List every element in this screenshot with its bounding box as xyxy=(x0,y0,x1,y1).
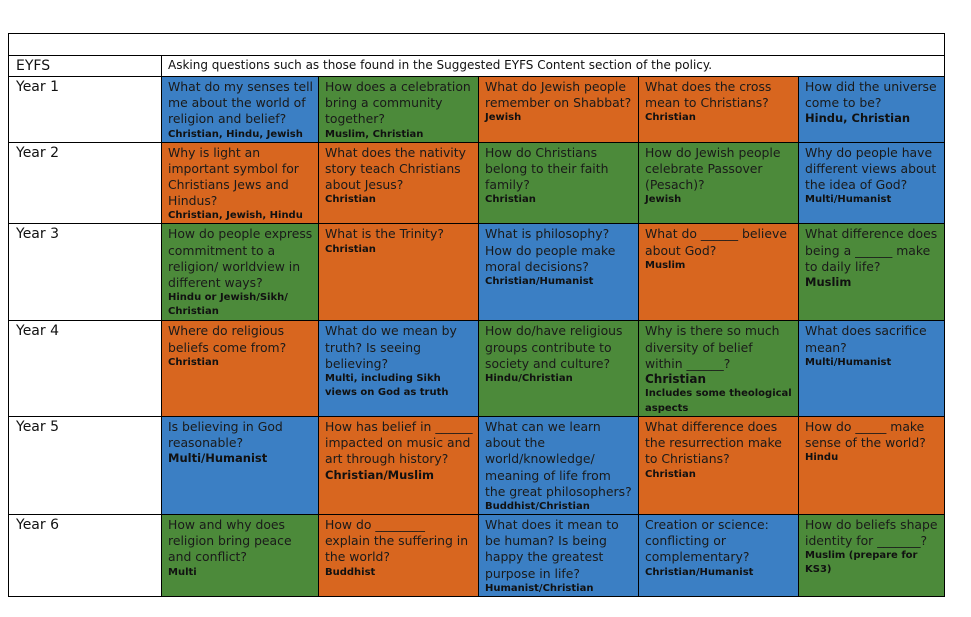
unit-religions: Multi/Humanist xyxy=(805,194,892,206)
year-row xyxy=(9,224,945,321)
unit-question: How did the universe come to be? xyxy=(805,79,937,111)
unit-religions: Multi xyxy=(168,566,197,578)
unit-question: Why is light an important symbol for Christians Jews and Hindus? xyxy=(168,144,299,209)
unit-religions: Christian xyxy=(645,112,696,124)
unit-cell xyxy=(799,417,945,515)
year-label: Year 1 xyxy=(9,77,162,143)
unit-cell xyxy=(639,224,799,321)
unit-question: What is philosophy? How do people make moral decisions? xyxy=(485,226,616,274)
unit-cell xyxy=(479,417,639,515)
unit-question: How do beliefs shape identity for _______? xyxy=(805,517,938,549)
unit-cell xyxy=(639,515,799,597)
unit-question: What is the Trinity? xyxy=(325,226,444,242)
unit-cell xyxy=(639,321,799,417)
unit-religions: Muslim xyxy=(645,259,686,271)
unit-cell xyxy=(479,321,639,417)
year-row xyxy=(9,142,945,224)
eyfs-label: EYFS xyxy=(9,56,162,77)
unit-question: How do _____ make sense of the world? xyxy=(805,419,926,451)
unit-religions: Buddhist/Christian xyxy=(485,501,590,513)
unit-cell xyxy=(162,321,319,417)
unit-cell xyxy=(162,77,319,143)
unit-question: How do Jewish people celebrate Passover (Pesach)? xyxy=(645,144,781,193)
unit-cell xyxy=(319,77,479,143)
unit-cell xyxy=(319,321,479,417)
unit-religions: Christian xyxy=(645,372,707,387)
unit-cell xyxy=(799,77,945,143)
year-row xyxy=(9,77,945,143)
unit-question: What does sacrifice mean? xyxy=(805,323,927,355)
unit-note: Includes some theological aspects xyxy=(645,388,792,415)
unit-cell xyxy=(479,142,639,224)
unit-cell xyxy=(319,515,479,597)
curriculum-table xyxy=(8,33,945,597)
unit-question: What does the nativity story teach Christians about Jesus? xyxy=(325,144,466,193)
unit-cell xyxy=(799,321,945,417)
unit-religions: Christian, Jewish, Hindu xyxy=(168,210,303,222)
unit-religions: Christian, Hindu, Jewish xyxy=(168,128,303,140)
unit-cell xyxy=(162,417,319,515)
unit-cell xyxy=(799,224,945,321)
unit-religions: Christian/Muslim xyxy=(325,467,435,482)
unit-question: What does the cross mean to Christians? xyxy=(645,79,772,111)
unit-question: Why is there so much diversity of belief within ______? xyxy=(645,323,780,371)
year-label: Year 2 xyxy=(9,142,162,224)
blank-header-cell xyxy=(9,34,945,56)
unit-religions: Christian/Humanist xyxy=(485,276,594,288)
unit-question: What difference does the resurrection make to Christians? xyxy=(645,419,782,467)
unit-religions: Christian/Humanist xyxy=(645,566,754,578)
unit-question: What do ______ believe about God? xyxy=(645,226,787,258)
unit-question: How do people express commitment to a religion/ worldview in different ways? xyxy=(168,226,313,291)
unit-religions: Muslim xyxy=(805,275,852,290)
year-label: Year 4 xyxy=(9,321,162,417)
eyfs-row xyxy=(9,56,945,77)
unit-cell xyxy=(319,224,479,321)
unit-religions: Hindu xyxy=(805,452,839,464)
unit-question: Why do people have different views about the idea of God? xyxy=(805,144,937,193)
unit-question: How do Christians belong to their faith family? xyxy=(485,144,609,193)
unit-cell xyxy=(639,417,799,515)
unit-question: What do my senses tell me about the world of religion and belief? xyxy=(168,79,313,127)
unit-question: Is believing in God reasonable? xyxy=(168,419,283,451)
unit-religions: Jewish xyxy=(645,194,682,206)
unit-question: What do we mean by truth? Is seeing believing? xyxy=(325,323,457,371)
unit-religions: Jewish xyxy=(485,112,522,124)
unit-cell xyxy=(479,515,639,597)
eyfs-description: Asking questions such as those found in the Suggested EYFS Content section of the policy. xyxy=(162,56,945,77)
unit-cell xyxy=(479,77,639,143)
unit-religions: Christian xyxy=(325,243,376,255)
unit-question: How and why does religion bring peace and conflict? xyxy=(168,517,292,565)
unit-cell xyxy=(479,224,639,321)
unit-cell xyxy=(162,224,319,321)
unit-cell xyxy=(639,77,799,143)
header-blank-row xyxy=(9,34,945,56)
unit-religions: Christian xyxy=(645,468,696,480)
unit-religions: Christian xyxy=(168,356,219,368)
unit-religions: Multi/Humanist xyxy=(805,356,892,368)
unit-cell xyxy=(799,515,945,597)
unit-question: How has belief in ______ impacted on music and art through history? xyxy=(325,419,473,467)
unit-question: How do/have religious groups contribute to society and culture? xyxy=(485,323,623,371)
unit-cell xyxy=(799,142,945,224)
unit-religions: Multi, including Sikh views on God as truth xyxy=(325,373,449,399)
unit-question: What does it mean to be human? Is being happy the greatest purpose in life? xyxy=(485,517,619,581)
unit-religions: Hindu, Christian xyxy=(805,111,911,126)
year-row xyxy=(9,417,945,515)
unit-question: Where do religious beliefs come from? xyxy=(168,323,287,355)
unit-cell xyxy=(319,417,479,515)
unit-religions: Christian xyxy=(485,194,536,206)
year-label: Year 5 xyxy=(9,417,162,515)
unit-religions: Muslim (prepare for KS3) xyxy=(805,550,918,576)
unit-cell xyxy=(319,142,479,224)
unit-question: What can we learn about the world/knowledge/ meaning of life from the great philosophers? xyxy=(485,419,632,499)
unit-religions: Multi/Humanist xyxy=(168,451,268,466)
unit-question: What do Jewish people remember on Shabbat? xyxy=(485,79,632,111)
unit-question: How does a celebration bring a community together? xyxy=(325,79,471,127)
unit-cell xyxy=(639,142,799,224)
unit-religions: Hindu/Christian xyxy=(485,373,573,385)
year-label: Year 3 xyxy=(9,224,162,321)
unit-cell xyxy=(162,515,319,597)
year-row xyxy=(9,515,945,597)
unit-religions: Buddhist xyxy=(325,566,376,578)
unit-religions: Hindu or Jewish/Sikh/ Christian xyxy=(168,292,288,318)
unit-religions: Muslim, Christian xyxy=(325,128,424,140)
unit-religions: Humanist/Christian xyxy=(485,582,594,594)
year-row xyxy=(9,321,945,417)
unit-religions: Christian xyxy=(325,194,376,206)
year-label: Year 6 xyxy=(9,515,162,597)
unit-question: Creation or science: conflicting or complementary? xyxy=(645,517,769,565)
unit-cell xyxy=(162,142,319,224)
unit-question: What difference does being a ______ make to daily life? xyxy=(805,226,938,274)
unit-question: How do ________ explain the suffering in the world? xyxy=(325,517,469,565)
